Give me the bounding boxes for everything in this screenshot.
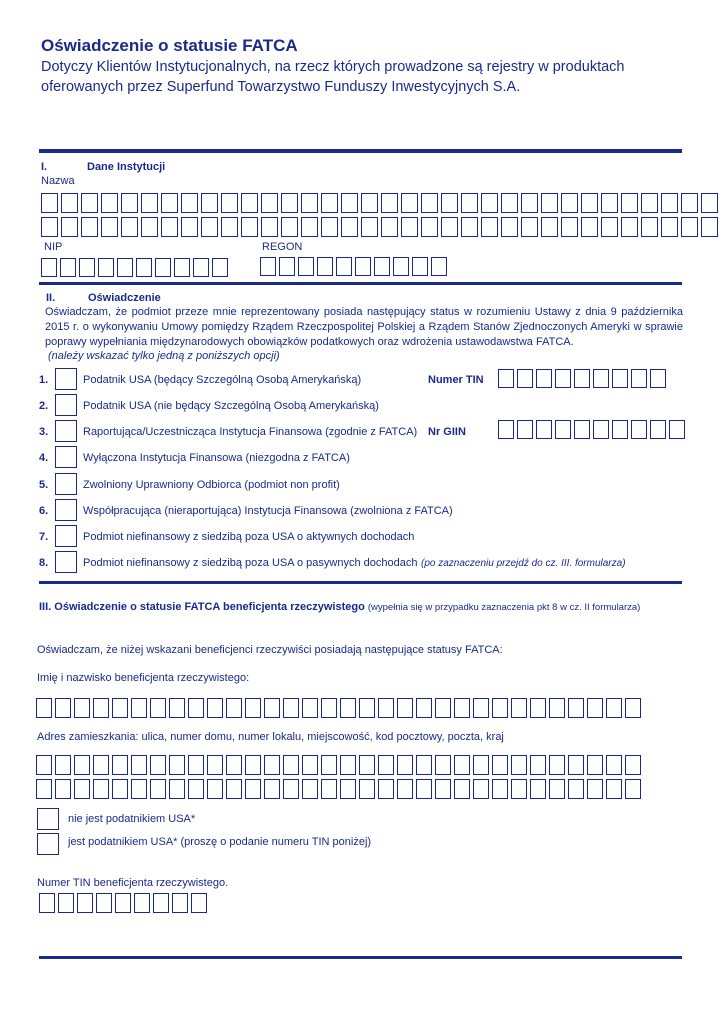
char-box[interactable] bbox=[401, 193, 418, 213]
char-box[interactable] bbox=[601, 193, 618, 213]
section3-heading-line bbox=[39, 601, 640, 613]
char-box[interactable] bbox=[207, 779, 223, 799]
char-box[interactable] bbox=[631, 420, 647, 439]
char-box[interactable] bbox=[378, 779, 394, 799]
option-6-label: Współpracująca (nieraportująca) Instytucja Finansowa (zwolniona z FATCA) bbox=[83, 505, 453, 517]
section2-heading: Oświadczenie bbox=[88, 292, 161, 304]
giin-label: Nr GIIN bbox=[428, 426, 466, 438]
char-box[interactable] bbox=[260, 257, 276, 276]
char-box[interactable] bbox=[530, 779, 546, 799]
char-box[interactable] bbox=[421, 193, 438, 213]
char-box[interactable] bbox=[661, 193, 678, 213]
char-box[interactable] bbox=[521, 193, 538, 213]
char-box[interactable] bbox=[606, 698, 622, 718]
char-box[interactable] bbox=[454, 755, 470, 775]
char-box[interactable] bbox=[661, 217, 678, 237]
char-box[interactable] bbox=[74, 755, 90, 775]
char-box[interactable] bbox=[606, 755, 622, 775]
option-7-label: Podmiot niefinansowy z siedzibą poza USA o aktywnych dochodach bbox=[83, 531, 415, 543]
char-box[interactable] bbox=[581, 217, 598, 237]
char-box[interactable] bbox=[261, 217, 278, 237]
char-box[interactable] bbox=[36, 779, 52, 799]
char-box[interactable] bbox=[530, 755, 546, 775]
char-box[interactable] bbox=[340, 779, 356, 799]
option-8-note: (po zaznaczeniu przejdź do cz. III. formularza) bbox=[421, 558, 626, 569]
char-box[interactable] bbox=[593, 420, 609, 439]
char-box[interactable] bbox=[174, 258, 190, 277]
char-box[interactable] bbox=[169, 755, 185, 775]
char-box[interactable] bbox=[650, 420, 666, 439]
char-box[interactable] bbox=[98, 258, 114, 277]
section2-number: II. bbox=[46, 292, 56, 304]
char-box[interactable] bbox=[264, 698, 280, 718]
option-1-number: 1. bbox=[39, 374, 49, 386]
char-box[interactable] bbox=[226, 755, 242, 775]
beneficiary-address-row2[interactable] bbox=[36, 779, 644, 799]
char-box[interactable] bbox=[621, 217, 638, 237]
char-box[interactable] bbox=[81, 217, 98, 237]
char-box[interactable] bbox=[134, 893, 150, 913]
char-box[interactable] bbox=[121, 193, 138, 213]
char-box[interactable] bbox=[39, 893, 55, 913]
section3-heading: III. Oświadczenie o statusie FATCA beneficjenta rzeczywistego bbox=[39, 601, 365, 613]
char-box[interactable] bbox=[435, 698, 451, 718]
beneficiary-tin-label: Numer TIN beneficjenta rzeczywistego. bbox=[37, 877, 229, 889]
name-field-row1[interactable] bbox=[41, 193, 721, 213]
section1-heading: Dane Instytucji bbox=[87, 161, 166, 173]
char-box[interactable] bbox=[283, 755, 299, 775]
char-box[interactable] bbox=[302, 779, 318, 799]
char-box[interactable] bbox=[321, 779, 337, 799]
option-3-number: 3. bbox=[39, 426, 49, 438]
char-box[interactable] bbox=[245, 779, 261, 799]
tin-label: Numer TIN bbox=[428, 374, 484, 386]
giin-field[interactable] bbox=[498, 420, 688, 439]
char-box[interactable] bbox=[36, 698, 52, 718]
char-box[interactable] bbox=[625, 779, 641, 799]
char-box[interactable] bbox=[58, 893, 74, 913]
beneficiary-tin-field[interactable] bbox=[39, 893, 210, 913]
char-box[interactable] bbox=[612, 369, 628, 388]
name-label: Nazwa bbox=[41, 175, 75, 187]
char-box[interactable] bbox=[93, 779, 109, 799]
char-box[interactable] bbox=[461, 193, 478, 213]
option-1-label: Podatnik USA (będący Szczególną Osobą Amerykańską) bbox=[83, 374, 362, 386]
char-box[interactable] bbox=[473, 779, 489, 799]
char-box[interactable] bbox=[340, 755, 356, 775]
char-box[interactable] bbox=[153, 893, 169, 913]
option-2-label: Podatnik USA (nie będący Szczególną Osobą Amerykańską) bbox=[83, 400, 379, 412]
char-box[interactable] bbox=[625, 755, 641, 775]
char-box[interactable] bbox=[561, 217, 578, 237]
char-box[interactable] bbox=[212, 258, 228, 277]
char-box[interactable] bbox=[321, 217, 338, 237]
char-box[interactable] bbox=[302, 755, 318, 775]
char-box[interactable] bbox=[549, 698, 565, 718]
char-box[interactable] bbox=[381, 217, 398, 237]
char-box[interactable] bbox=[245, 755, 261, 775]
char-box[interactable] bbox=[112, 698, 128, 718]
char-box[interactable] bbox=[587, 755, 603, 775]
char-box[interactable] bbox=[517, 369, 533, 388]
char-box[interactable] bbox=[131, 755, 147, 775]
char-box[interactable] bbox=[355, 257, 371, 276]
char-box[interactable] bbox=[221, 217, 238, 237]
char-box[interactable] bbox=[511, 779, 527, 799]
char-box[interactable] bbox=[501, 193, 518, 213]
char-box[interactable] bbox=[283, 698, 299, 718]
char-box[interactable] bbox=[587, 779, 603, 799]
char-box[interactable] bbox=[150, 779, 166, 799]
char-box[interactable] bbox=[221, 193, 238, 213]
section2-statement: Oświadczam, że podmiot przeze mnie reprezentowany posiada następujący status w rozumieniu Ustawy z dnia 9 października 2015 r. o wykonywaniu Umowy pomiędzy Rządem Rzeczpospolitej Polskiej a Rządem Stanów Zjednoczonych Ameryki w sprawie poprawy wypełniania międzynarodowych obowiązków podatkowych oraz wdrożenia ustawodawstwa FATCA. bbox=[45, 306, 683, 348]
char-box[interactable] bbox=[593, 369, 609, 388]
char-box[interactable] bbox=[492, 698, 508, 718]
char-box[interactable] bbox=[393, 257, 409, 276]
char-box[interactable] bbox=[473, 698, 489, 718]
option-4-number: 4. bbox=[39, 452, 49, 464]
char-box[interactable] bbox=[279, 257, 295, 276]
regon-label: REGON bbox=[262, 241, 303, 253]
char-box[interactable] bbox=[541, 217, 558, 237]
char-box[interactable] bbox=[241, 193, 258, 213]
char-box[interactable] bbox=[172, 893, 188, 913]
char-box[interactable] bbox=[454, 779, 470, 799]
char-box[interactable] bbox=[191, 893, 207, 913]
char-box[interactable] bbox=[621, 193, 638, 213]
char-box[interactable] bbox=[188, 779, 204, 799]
char-box[interactable] bbox=[435, 755, 451, 775]
char-box[interactable] bbox=[555, 420, 571, 439]
char-box[interactable] bbox=[530, 698, 546, 718]
char-box[interactable] bbox=[492, 779, 508, 799]
char-box[interactable] bbox=[412, 257, 428, 276]
nip-field[interactable] bbox=[41, 258, 231, 277]
section2-note: (należy wskazać tylko jedną z poniższych opcji) bbox=[48, 350, 280, 362]
char-box[interactable] bbox=[441, 217, 458, 237]
char-box[interactable] bbox=[188, 698, 204, 718]
char-box[interactable] bbox=[81, 193, 98, 213]
option-8-checkbox[interactable] bbox=[55, 551, 77, 573]
char-box[interactable] bbox=[96, 893, 112, 913]
char-box[interactable] bbox=[264, 755, 280, 775]
char-box[interactable] bbox=[93, 698, 109, 718]
not-usa-taxpayer-checkbox[interactable] bbox=[37, 808, 59, 830]
char-box[interactable] bbox=[181, 193, 198, 213]
option-4-label: Wyłączona Instytucja Finansowa (niezgodna z FATCA) bbox=[83, 452, 350, 464]
char-box[interactable] bbox=[549, 779, 565, 799]
char-box[interactable] bbox=[201, 193, 218, 213]
char-box[interactable] bbox=[193, 258, 209, 277]
char-box[interactable] bbox=[631, 369, 647, 388]
char-box[interactable] bbox=[226, 779, 242, 799]
char-box[interactable] bbox=[521, 217, 538, 237]
usa-taxpayer-label: jest podatnikiem USA* (proszę o podanie numeru TIN poniżej) bbox=[68, 836, 372, 848]
char-box[interactable] bbox=[397, 755, 413, 775]
char-box[interactable] bbox=[574, 420, 590, 439]
char-box[interactable] bbox=[201, 217, 218, 237]
char-box[interactable] bbox=[378, 755, 394, 775]
char-box[interactable] bbox=[207, 755, 223, 775]
char-box[interactable] bbox=[41, 193, 58, 213]
char-box[interactable] bbox=[115, 893, 131, 913]
char-box[interactable] bbox=[341, 193, 358, 213]
char-box[interactable] bbox=[61, 217, 78, 237]
page-title: Oświadczenie o statusie FATCA bbox=[41, 36, 298, 55]
nip-label: NIP bbox=[44, 241, 63, 253]
char-box[interactable] bbox=[150, 698, 166, 718]
char-box[interactable] bbox=[359, 779, 375, 799]
option-6-number: 6. bbox=[39, 505, 49, 517]
char-box[interactable] bbox=[61, 193, 78, 213]
char-box[interactable] bbox=[188, 755, 204, 775]
char-box[interactable] bbox=[361, 217, 378, 237]
char-box[interactable] bbox=[79, 258, 95, 277]
char-box[interactable] bbox=[536, 369, 552, 388]
section1-number: I. bbox=[41, 161, 48, 173]
char-box[interactable] bbox=[568, 779, 584, 799]
char-box[interactable] bbox=[625, 698, 641, 718]
char-box[interactable] bbox=[77, 893, 93, 913]
char-box[interactable] bbox=[381, 193, 398, 213]
option-7-number: 7. bbox=[39, 531, 49, 543]
option-5-checkbox[interactable] bbox=[55, 473, 77, 495]
char-box[interactable] bbox=[150, 755, 166, 775]
char-box[interactable] bbox=[481, 217, 498, 237]
char-box[interactable] bbox=[55, 698, 71, 718]
char-box[interactable] bbox=[60, 258, 76, 277]
char-box[interactable] bbox=[517, 420, 533, 439]
char-box[interactable] bbox=[226, 698, 242, 718]
section3-statement: Oświadczam, że niżej wskazani beneficjenci rzeczywiści posiadają następujące statusy FATCA: bbox=[37, 644, 503, 656]
char-box[interactable] bbox=[431, 257, 447, 276]
option-8-number: 8. bbox=[39, 557, 49, 569]
beneficiary-address-label: Adres zamieszkania: ulica, numer domu, numer lokalu, miejscowość, kod pocztowy, poczta, kraj bbox=[37, 731, 504, 743]
char-box[interactable] bbox=[606, 779, 622, 799]
char-box[interactable] bbox=[401, 217, 418, 237]
usa-taxpayer-checkbox[interactable] bbox=[37, 833, 59, 855]
beneficiary-address-row1[interactable] bbox=[36, 755, 644, 775]
char-box[interactable] bbox=[568, 755, 584, 775]
char-box[interactable] bbox=[701, 217, 718, 237]
char-box[interactable] bbox=[341, 217, 358, 237]
char-box[interactable] bbox=[641, 193, 658, 213]
char-box[interactable] bbox=[112, 779, 128, 799]
char-box[interactable] bbox=[416, 755, 432, 775]
char-box[interactable] bbox=[511, 755, 527, 775]
char-box[interactable] bbox=[298, 257, 314, 276]
char-box[interactable] bbox=[340, 698, 356, 718]
page-subtitle: Dotyczy Klientów Instytucjonalnych, na rzecz których prowadzone są rejestry w produktach oferowanych przez Superfund Towarzystwo Funduszy Inwestycyjnych S.A. bbox=[41, 59, 625, 95]
char-box[interactable] bbox=[264, 779, 280, 799]
char-box[interactable] bbox=[587, 698, 603, 718]
char-box[interactable] bbox=[481, 193, 498, 213]
char-box[interactable] bbox=[245, 698, 261, 718]
char-box[interactable] bbox=[650, 369, 666, 388]
char-box[interactable] bbox=[301, 217, 318, 237]
char-box[interactable] bbox=[416, 698, 432, 718]
char-box[interactable] bbox=[441, 193, 458, 213]
option-7-checkbox[interactable] bbox=[55, 525, 77, 547]
char-box[interactable] bbox=[681, 217, 698, 237]
char-box[interactable] bbox=[301, 193, 318, 213]
char-box[interactable] bbox=[302, 698, 318, 718]
option-4-checkbox[interactable] bbox=[55, 446, 77, 468]
char-box[interactable] bbox=[207, 698, 223, 718]
divider bbox=[39, 282, 682, 285]
beneficiary-name-label: Imię i nazwisko beneficjenta rzeczywistego: bbox=[37, 672, 250, 684]
char-box[interactable] bbox=[141, 217, 158, 237]
char-box[interactable] bbox=[169, 698, 185, 718]
char-box[interactable] bbox=[416, 779, 432, 799]
char-box[interactable] bbox=[397, 698, 413, 718]
not-usa-taxpayer-label: nie jest podatnikiem USA* bbox=[68, 813, 196, 825]
char-box[interactable] bbox=[281, 217, 298, 237]
char-box[interactable] bbox=[498, 420, 514, 439]
char-box[interactable] bbox=[511, 698, 527, 718]
char-box[interactable] bbox=[536, 420, 552, 439]
option-5-number: 5. bbox=[39, 479, 49, 491]
char-box[interactable] bbox=[36, 755, 52, 775]
char-box[interactable] bbox=[473, 755, 489, 775]
divider bbox=[39, 956, 682, 959]
char-box[interactable] bbox=[141, 193, 158, 213]
option-5-label: Zwolniony Uprawniony Odbiorca (podmiot non profit) bbox=[83, 479, 340, 491]
char-box[interactable] bbox=[55, 779, 71, 799]
char-box[interactable] bbox=[681, 193, 698, 213]
option-2-checkbox[interactable] bbox=[55, 394, 77, 416]
char-box[interactable] bbox=[161, 217, 178, 237]
char-box[interactable] bbox=[136, 258, 152, 277]
char-box[interactable] bbox=[283, 779, 299, 799]
divider bbox=[39, 149, 682, 153]
char-box[interactable] bbox=[155, 258, 171, 277]
char-box[interactable] bbox=[361, 193, 378, 213]
char-box[interactable] bbox=[131, 779, 147, 799]
char-box[interactable] bbox=[55, 755, 71, 775]
char-box[interactable] bbox=[321, 755, 337, 775]
char-box[interactable] bbox=[41, 217, 58, 237]
char-box[interactable] bbox=[359, 698, 375, 718]
char-box[interactable] bbox=[378, 698, 394, 718]
char-box[interactable] bbox=[117, 258, 133, 277]
char-box[interactable] bbox=[112, 755, 128, 775]
char-box[interactable] bbox=[421, 217, 438, 237]
char-box[interactable] bbox=[41, 258, 57, 277]
option-8-label: Podmiot niefinansowy z siedzibą poza USA o pasywnych dochodach bbox=[83, 557, 418, 569]
name-field-row2[interactable] bbox=[41, 217, 721, 237]
char-box[interactable] bbox=[241, 217, 258, 237]
char-box[interactable] bbox=[321, 193, 338, 213]
char-box[interactable] bbox=[541, 193, 558, 213]
char-box[interactable] bbox=[261, 193, 278, 213]
char-box[interactable] bbox=[374, 257, 390, 276]
char-box[interactable] bbox=[601, 217, 618, 237]
char-box[interactable] bbox=[101, 217, 118, 237]
char-box[interactable] bbox=[161, 193, 178, 213]
char-box[interactable] bbox=[359, 755, 375, 775]
char-box[interactable] bbox=[74, 698, 90, 718]
char-box[interactable] bbox=[461, 217, 478, 237]
char-box[interactable] bbox=[435, 779, 451, 799]
char-box[interactable] bbox=[612, 420, 628, 439]
char-box[interactable] bbox=[641, 217, 658, 237]
char-box[interactable] bbox=[574, 369, 590, 388]
char-box[interactable] bbox=[498, 369, 514, 388]
char-box[interactable] bbox=[561, 193, 578, 213]
char-box[interactable] bbox=[701, 193, 718, 213]
char-box[interactable] bbox=[568, 698, 584, 718]
char-box[interactable] bbox=[101, 193, 118, 213]
option-2-number: 2. bbox=[39, 400, 49, 412]
char-box[interactable] bbox=[93, 755, 109, 775]
char-box[interactable] bbox=[492, 755, 508, 775]
section3-heading-note: (wypełnia się w przypadku zaznaczenia pkt 8 w cz. II formularza) bbox=[367, 602, 641, 613]
option-3-label: Raportująca/Uczestnicząca Instytucja Finansowa (zgodnie z FATCA) bbox=[83, 426, 418, 438]
char-box[interactable] bbox=[131, 698, 147, 718]
char-box[interactable] bbox=[669, 420, 685, 439]
option-6-checkbox[interactable] bbox=[55, 499, 77, 521]
char-box[interactable] bbox=[555, 369, 571, 388]
char-box[interactable] bbox=[397, 779, 413, 799]
char-box[interactable] bbox=[169, 779, 185, 799]
regon-field[interactable] bbox=[260, 257, 450, 276]
char-box[interactable] bbox=[74, 779, 90, 799]
char-box[interactable] bbox=[281, 193, 298, 213]
char-box[interactable] bbox=[336, 257, 352, 276]
char-box[interactable] bbox=[454, 698, 470, 718]
char-box[interactable] bbox=[549, 755, 565, 775]
beneficiary-name-field[interactable] bbox=[36, 698, 644, 718]
option-3-checkbox[interactable] bbox=[55, 420, 77, 442]
divider bbox=[39, 581, 682, 584]
char-box[interactable] bbox=[321, 698, 337, 718]
char-box[interactable] bbox=[501, 217, 518, 237]
char-box[interactable] bbox=[581, 193, 598, 213]
option-1-checkbox[interactable] bbox=[55, 368, 77, 390]
char-box[interactable] bbox=[317, 257, 333, 276]
tin-field[interactable] bbox=[498, 369, 669, 388]
char-box[interactable] bbox=[181, 217, 198, 237]
char-box[interactable] bbox=[121, 217, 138, 237]
